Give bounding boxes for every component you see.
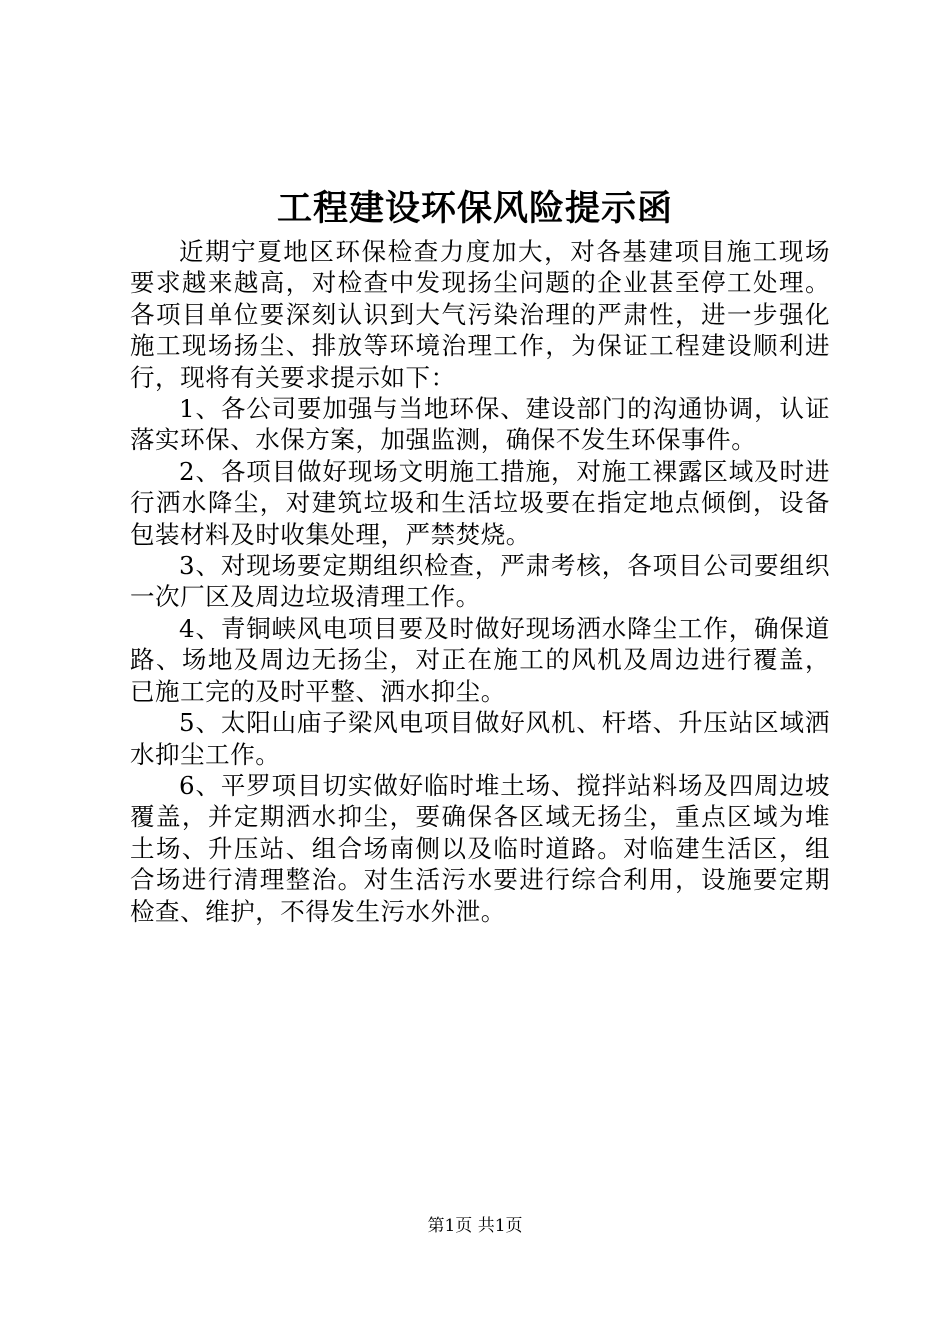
requirement-item-1: 1、各公司要加强与当地环保、建设部门的沟通协调，认证落实环保、水保方案，加强监测，确保不发生环保事件。	[130, 394, 830, 455]
page-footer: 第1页 共1页	[427, 1216, 523, 1236]
requirement-item-3: 3、对现场要定期组织检查，严肃考核，各项目公司要组织一次厂区及周边垃圾清理工作。	[130, 551, 830, 612]
intro-paragraph: 近期宁夏地区环保检查力度加大，对各基建项目施工现场要求越来越高，对检查中发现扬尘问题的企业甚至停工处理。各项目单位要深刻认识到大气污染治理的严肃性，进一步强化施工现场扬尘、排放等环境治理工作，为保证工程建设顺利进行，现将有关要求提示如下：	[130, 237, 830, 392]
requirement-item-2: 2、各项目做好现场文明施工措施，对施工裸露区域及时进行洒水降尘，对建筑垃圾和生活垃圾要在指定地点倾倒，设备包装材料及时收集处理，严禁焚烧。	[130, 456, 830, 549]
document-body	[130, 236, 830, 927]
document-title: 工程建设环保风险提示函	[276, 188, 673, 229]
requirement-item-4: 4、青铜峡风电项目要及时做好现场洒水降尘工作，确保道路、场地及周边无扬尘，对正在施工的风机及周边进行覆盖，已施工完的及时平整、洒水抑尘。	[130, 613, 830, 706]
requirement-item-6: 6、平罗项目切实做好临时堆土场、搅拌站料场及四周边坡覆盖，并定期洒水抑尘，要确保各区域无扬尘，重点区域为堆土场、升压站、组合场南侧以及临时道路。对临建生活区，组合场进行清理整治。对生活污水要进行综合利用，设施要定期检查、维护，不得发生污水外泄。	[130, 770, 830, 926]
requirement-item-5: 5、太阳山庙子梁风电项目做好风机、杆塔、升压站区域洒水抑尘工作。	[130, 708, 830, 769]
